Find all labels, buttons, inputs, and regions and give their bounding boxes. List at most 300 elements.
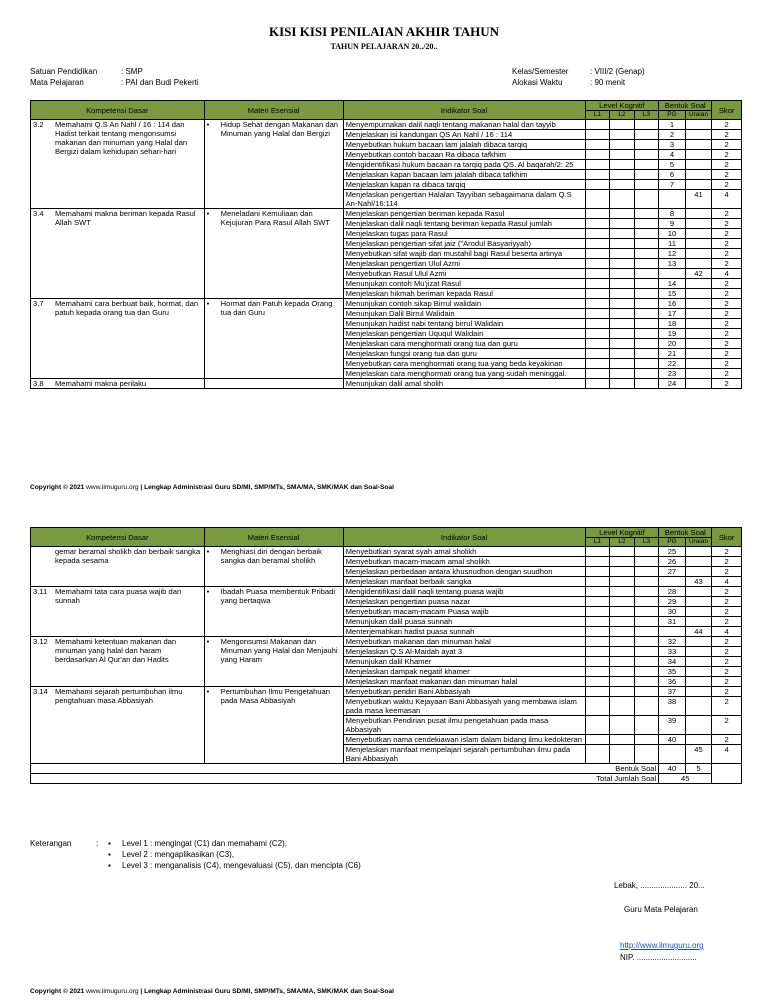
kd-number: 3.7 [31,299,53,379]
uraian-number: 42 [685,269,712,279]
level-2-cell [610,120,635,130]
materi-text: Hormat dan Patuh kepada Orang tua dan Guru [220,299,333,317]
level-2-cell [610,319,635,329]
pg-number: 2 [659,130,686,140]
copyright-rest: | Lengkap Administrasi Guru SD/MI, SMP/MTs, SMA/MA, SMK/MAK dan Soal-Soal [140,988,394,995]
materi-cell [204,379,343,389]
level-2-cell [610,567,635,577]
level-3-cell [634,587,659,597]
level-1-cell [585,587,610,597]
level-3-cell [634,209,659,219]
skor-value: 2 [712,319,742,329]
nip-line: NIP. ........................... [620,953,697,962]
level-2-cell [610,617,635,627]
indikator-text: Menyebutkan syarat syah amal sholikh [343,547,585,557]
place-date: Lebak, ..................... 20... [614,881,705,890]
copyright-site: www.ilmuguru.org [86,484,139,491]
indikator-text: Menyebutkan waktu Kejayaan Bani Abbasiyah yang membawa islam pada masa keemasan [343,697,585,716]
indikator-text: Menyempurnakan dalil naqli tentang makanan halal dan tayyib [343,120,585,130]
level-2-cell [610,359,635,369]
skor-value: 2 [712,219,742,229]
skor-value: 2 [712,637,742,647]
level-1-cell [585,239,610,249]
info-value: : PAI dan Budi Pekerti [121,78,199,87]
uraian-number [685,735,712,745]
level-1-cell [585,716,610,735]
level-1-cell [585,369,610,379]
uraian-number [685,567,712,577]
table-row [31,379,742,389]
indikator-text: Menjelaskan pengertian puasa nazar [343,597,585,607]
level-3-cell [634,716,659,735]
indikator-text: Menjelaskan perbedaan antara khusnudhon dengan suudhon [343,567,585,577]
skor-value: 2 [712,735,742,745]
pg-number [659,745,686,764]
level-2-cell [610,647,635,657]
level-1-cell [585,140,610,150]
header-l3: L3 [634,538,659,547]
level-1-cell [585,349,610,359]
level-3-cell [634,735,659,745]
uraian-number: 45 [685,745,712,764]
level-2-cell [610,735,635,745]
indikator-text: Menyebutkan macam-macam Puasa wajib [343,607,585,617]
level-1-cell [585,190,610,209]
header-bentuk-soal: Bentuk Soal [659,101,712,111]
indikator-text: Menyebutkan sifat wajib dan mustahil bagi Rasul beserta artinya [343,249,585,259]
indikator-text: Menjelaskan manfaat mempelajari sejarah pertumbuhan ilmu pada Bani Abbasiyah [343,745,585,764]
indikator-text: Menjelaskan manfaat makanan dan minuman halal [343,677,585,687]
level-2-cell [610,547,635,557]
level-3-cell [634,130,659,140]
pg-number [659,627,686,637]
skor-value: 2 [712,239,742,249]
header-skor: Skor [712,528,742,547]
bentuk-soal-label: Bentuk Soal [31,764,659,774]
pg-number: 35 [659,667,686,677]
level-2-cell [610,716,635,735]
level-3-cell [634,259,659,269]
keterangan-label: Keterangan [30,839,72,848]
copyright-footer-bottom [30,988,394,995]
info-label: Alokasi Waktu [512,78,563,87]
level-1-cell [585,617,610,627]
info-right [512,66,645,88]
level-2-cell [610,657,635,667]
level-1-cell [585,657,610,667]
header-level-kognitif: Level Kognitif [585,528,659,538]
kd-number: 3.12 [31,637,53,687]
kd-text: Memahami ketentuan makanan dan minuman yang halal dan haram berdasarkan Al Qur'an dan Hadits [53,637,204,687]
skor-value: 4 [712,190,742,209]
level-1-cell [585,180,610,190]
level-2-cell [610,607,635,617]
uraian-number [685,130,712,140]
skor-value: 2 [712,617,742,627]
level-3-cell [634,160,659,170]
document-subtitle: TAHUN PELAJARAN 20../20.. [330,42,438,51]
materi-text: Pertumbuhan Ilmu Pengetahuan pada Masa Abbasiyah [220,687,330,705]
uraian-number: 44 [685,627,712,637]
pg-total: 40 [659,764,686,774]
totals-row [31,764,742,774]
level-3-cell [634,745,659,764]
level-2-cell [610,190,635,209]
pg-number: 33 [659,647,686,657]
skor-value: 2 [712,309,742,319]
skor-value: 2 [712,329,742,339]
indikator-text: Menjelaskan dampak negatif khamer [343,667,585,677]
total-soal-label: Total Jumlah Soal [31,774,659,784]
header-kompetensi-dasar: Kompetensi Dasar [31,101,205,120]
indikator-text: Menunjukan contoh sikap Birrul walidain [343,299,585,309]
skor-value: 2 [712,667,742,677]
header-materi-esensial: Materi Esensial [204,101,343,120]
header-l2: L2 [610,111,635,120]
level-1-cell [585,379,610,389]
level-1-cell [585,289,610,299]
bullet-icon: • [206,547,210,556]
level-1-cell [585,309,610,319]
level-2-cell [610,349,635,359]
skor-value: 4 [712,577,742,587]
indikator-text: Menjelaskan cara menghormati orang tua yang sudah meninggal. [343,369,585,379]
pg-number: 20 [659,339,686,349]
uraian-number [685,687,712,697]
level-2-cell [610,677,635,687]
materi-text: Ibadah Puasa membentuk Pribadi yang bertaqwa [220,587,336,605]
materi-text: Meneladani Kemuliaan dan Kejujuran Para Rasul Allah SWT [220,209,330,227]
level-1-cell [585,607,610,617]
level-3-cell [634,687,659,697]
skor-value: 4 [712,745,742,764]
skor-value: 2 [712,249,742,259]
indikator-text: Menjelaskan isi kandungan QS An Nahl / 16 : 114 [343,130,585,140]
uraian-number [685,667,712,677]
pg-number: 6 [659,170,686,180]
skor-value: 2 [712,647,742,657]
level-3-cell [634,120,659,130]
header-pg: PG [659,111,686,120]
uraian-number [685,170,712,180]
level-2-cell [610,329,635,339]
bullet-icon: • [206,587,210,596]
skor-value: 2 [712,547,742,557]
uraian-total: 5 [685,764,712,774]
pg-number: 23 [659,369,686,379]
indikator-text: Menjelaskan pengertian sifat jaiz ("Arodul Basyariyyah) [343,239,585,249]
level-1-cell [585,130,610,140]
level-2-cell [610,697,635,716]
level-3-cell [634,319,659,329]
uraian-number [685,329,712,339]
pg-number: 36 [659,677,686,687]
level-2-cell [610,130,635,140]
skor-value: 4 [712,627,742,637]
skor-value: 2 [712,607,742,617]
uraian-number [685,259,712,269]
indikator-text: Menyebutkan pendiri Bani Abbasiyah [343,687,585,697]
level-2-cell [610,309,635,319]
header-materi-esensial: Materi Esensial [204,528,343,547]
skor-value: 2 [712,677,742,687]
pg-number: 16 [659,299,686,309]
indikator-text: Menjelaskan tugas para Rasul [343,229,585,239]
uraian-number [685,379,712,389]
skor-value: 2 [712,567,742,577]
uraian-number [685,697,712,716]
indikator-text: Menunjukan dalil amal sholih [343,379,585,389]
skor-value: 2 [712,349,742,359]
pg-number: 40 [659,735,686,745]
level-1-cell [585,597,610,607]
skor-value: 2 [712,150,742,160]
level-3-cell [634,180,659,190]
level-1-cell [585,170,610,180]
table-row [31,209,742,219]
bullet-icon: • [206,299,210,308]
level-3-cell [634,617,659,627]
pg-number: 8 [659,209,686,219]
level-3-cell [634,567,659,577]
level-3-cell [634,269,659,279]
materi-text: Hidup Sehat dengan Makanan dan Minuman yang Halal dan Bergizi [220,120,339,138]
skor-value: 2 [712,359,742,369]
skor-total-cell [712,764,742,784]
skor-value: 2 [712,716,742,735]
level-1-cell [585,637,610,647]
table-row [31,687,742,697]
level-3-cell [634,289,659,299]
uraian-number [685,229,712,239]
indikator-text: Menunjukan contoh Mu'jizat Rasul [343,279,585,289]
pg-number: 13 [659,259,686,269]
level-3-cell [634,239,659,249]
uraian-number [685,279,712,289]
uraian-number [685,547,712,557]
pg-number: 21 [659,349,686,359]
uraian-number [685,239,712,249]
level-2-cell [610,577,635,587]
skor-value: 2 [712,557,742,567]
pg-number: 34 [659,657,686,667]
pg-number: 24 [659,379,686,389]
indikator-text: Menyebutkan cara menghormati orang tua yang beda keyakinan [343,359,585,369]
kd-text: Memahami cara berbuat baik, hormat, dan patuh kepada orang tua dan Guru [53,299,204,379]
indikator-text: Menyebutkan makanan dan minuman halal [343,637,585,647]
table-row [31,299,742,309]
indikator-text: Menjelaskan kapan ra dibaca tarqiq [343,180,585,190]
level-3-cell [634,379,659,389]
level-1-cell [585,120,610,130]
pg-number: 3 [659,140,686,150]
info-value: : 90 menit [590,78,626,87]
level-3-cell [634,607,659,617]
header-l1: L1 [585,538,610,547]
level-1-cell [585,735,610,745]
uraian-number [685,359,712,369]
level-2-cell [610,239,635,249]
pg-number [659,577,686,587]
uraian-number: 43 [685,577,712,587]
level-3-cell [634,667,659,677]
signature-role: Guru Mata Pelajaran [624,905,698,914]
level-2-cell [610,627,635,637]
indikator-text: Menjelaskan fungsi orang tua dan guru [343,349,585,359]
pg-number: 19 [659,329,686,339]
level-2-cell [610,339,635,349]
pg-number: 30 [659,607,686,617]
header-indikator-soal: Indikator Soal [343,528,585,547]
uraian-number [685,219,712,229]
level-2-cell [610,299,635,309]
indikator-text: Menyebutkan Rasul Ulul Azmi [343,269,585,279]
info-value: : VIII/2 (Genap) [590,67,645,76]
uraian-number: 41 [685,190,712,209]
level-1-cell [585,219,610,229]
indikator-text: Menjelaskan kapan bacaan lam jalalah dibaca tafkhim [343,170,585,180]
level-3-cell [634,677,659,687]
uraian-number [685,349,712,359]
header-kompetensi-dasar: Kompetensi Dasar [31,528,205,547]
materi-cell [204,547,343,587]
pg-number [659,269,686,279]
level-1-cell [585,359,610,369]
uraian-number [685,120,712,130]
skor-value: 2 [712,587,742,597]
level-1-cell [585,259,610,269]
pg-number: 12 [659,249,686,259]
skor-value: 2 [712,140,742,150]
pg-number: 37 [659,687,686,697]
kd-number: 3.2 [31,120,53,209]
indikator-text: Menjelaskan cara menghormati orang tua dan guru [343,339,585,349]
level-2-cell [610,180,635,190]
pg-number: 27 [659,567,686,577]
uraian-number [685,249,712,259]
header-bentuk-soal: Bentuk Soal [659,528,712,538]
skor-value: 2 [712,160,742,170]
skor-value: 2 [712,657,742,667]
indikator-text: Menjelaskan hikmah beriman kepada Rasul [343,289,585,299]
level-1-cell [585,577,610,587]
skor-value: 2 [712,379,742,389]
level-1-cell [585,647,610,657]
kd-text: gemar beramal sholikh dan berbaik sangka kepada sesama [53,547,204,587]
level-2-cell [610,209,635,219]
indikator-text: Menunjukan Dalil Birrul Walidain [343,309,585,319]
level-1-cell [585,269,610,279]
skor-value: 2 [712,209,742,219]
level-2-cell [610,150,635,160]
level-3-cell [634,329,659,339]
total-soal-row [31,774,742,784]
website-link[interactable]: http://www.ilmuguru.org [620,941,704,950]
uraian-number [685,587,712,597]
level-2-cell [610,557,635,567]
uraian-number [685,369,712,379]
uraian-number [685,716,712,735]
indikator-text: Menjelaskan Q.S Al-Maidah ayat 3 [343,647,585,657]
level-2-cell [610,687,635,697]
skor-value: 2 [712,170,742,180]
bullet-icon: • [206,637,210,646]
pg-number [659,190,686,209]
level-3-cell [634,647,659,657]
pg-number: 29 [659,597,686,607]
level-2-cell [610,667,635,677]
indikator-text: Menyebutkan hukum bacaan lam jalalah dibaca tarqiq [343,140,585,150]
level-2-cell [610,369,635,379]
table-row [31,637,742,647]
info-label: Mata Pelajaran [30,78,84,87]
indikator-text: Menjelaskan dalil naqli tentang beriman kepada Rasul jumlah [343,219,585,229]
materi-text: Menghiasi diri dengan berbaik sangka dan beramal sholikh [220,547,322,565]
kd-number: 3.4 [31,209,53,299]
header-level-kognitif: Level Kognitif [585,101,659,111]
level-2-cell [610,140,635,150]
uraian-number [685,309,712,319]
level-1-cell [585,687,610,697]
level-1-cell [585,745,610,764]
pg-number: 1 [659,120,686,130]
bullet-icon: • [206,687,210,696]
header-indikator-soal: Indikator Soal [343,101,585,120]
materi-cell [204,209,343,299]
pg-number: 28 [659,587,686,597]
pg-number: 31 [659,617,686,627]
header-l2: L2 [610,538,635,547]
materi-cell [204,120,343,209]
table-row [31,120,742,130]
pg-number: 9 [659,219,686,229]
uraian-number [685,180,712,190]
pg-number: 18 [659,319,686,329]
skor-value: 4 [712,269,742,279]
total-soal-value: 45 [659,774,712,784]
level-2-cell [610,259,635,269]
level-3-cell [634,190,659,209]
materi-cell [204,637,343,687]
copyright-footer [30,484,394,491]
skor-value: 2 [712,289,742,299]
level-1-cell [585,627,610,637]
level-3-cell [634,229,659,239]
level-2-cell [610,587,635,597]
table-row [31,547,742,557]
indikator-text: Menjelaskan pengertian Uququl Walidain [343,329,585,339]
level-3-cell [634,577,659,587]
pg-number: 10 [659,229,686,239]
materi-text: Mengonsumsi Makanan dan Minuman yang Halal dan Menjauhi yang Haram [220,637,338,664]
uraian-number [685,657,712,667]
pg-number: 7 [659,180,686,190]
pg-number: 4 [659,150,686,160]
skor-value: 2 [712,299,742,309]
level-1-cell [585,667,610,677]
level-3-cell [634,627,659,637]
indikator-text: Menunjukan dalil Khamer [343,657,585,667]
pg-number: 22 [659,359,686,369]
level-2-cell [610,219,635,229]
indikator-text: Menjelaskan pengertian Ulul Azmi [343,259,585,269]
level-2-cell [610,637,635,647]
copyright-rest: | Lengkap Administrasi Guru SD/MI, SMP/MTs, SMA/MA, SMK/MAK dan Soal-Soal [140,484,394,491]
header-skor: Skor [712,101,742,120]
indikator-text: Mengidentifikasi dalil naqli tentang puasa wajib [343,587,585,597]
uraian-number [685,209,712,219]
document-title: KISI KISI PENILAIAN AKHIR TAHUN [269,24,499,39]
